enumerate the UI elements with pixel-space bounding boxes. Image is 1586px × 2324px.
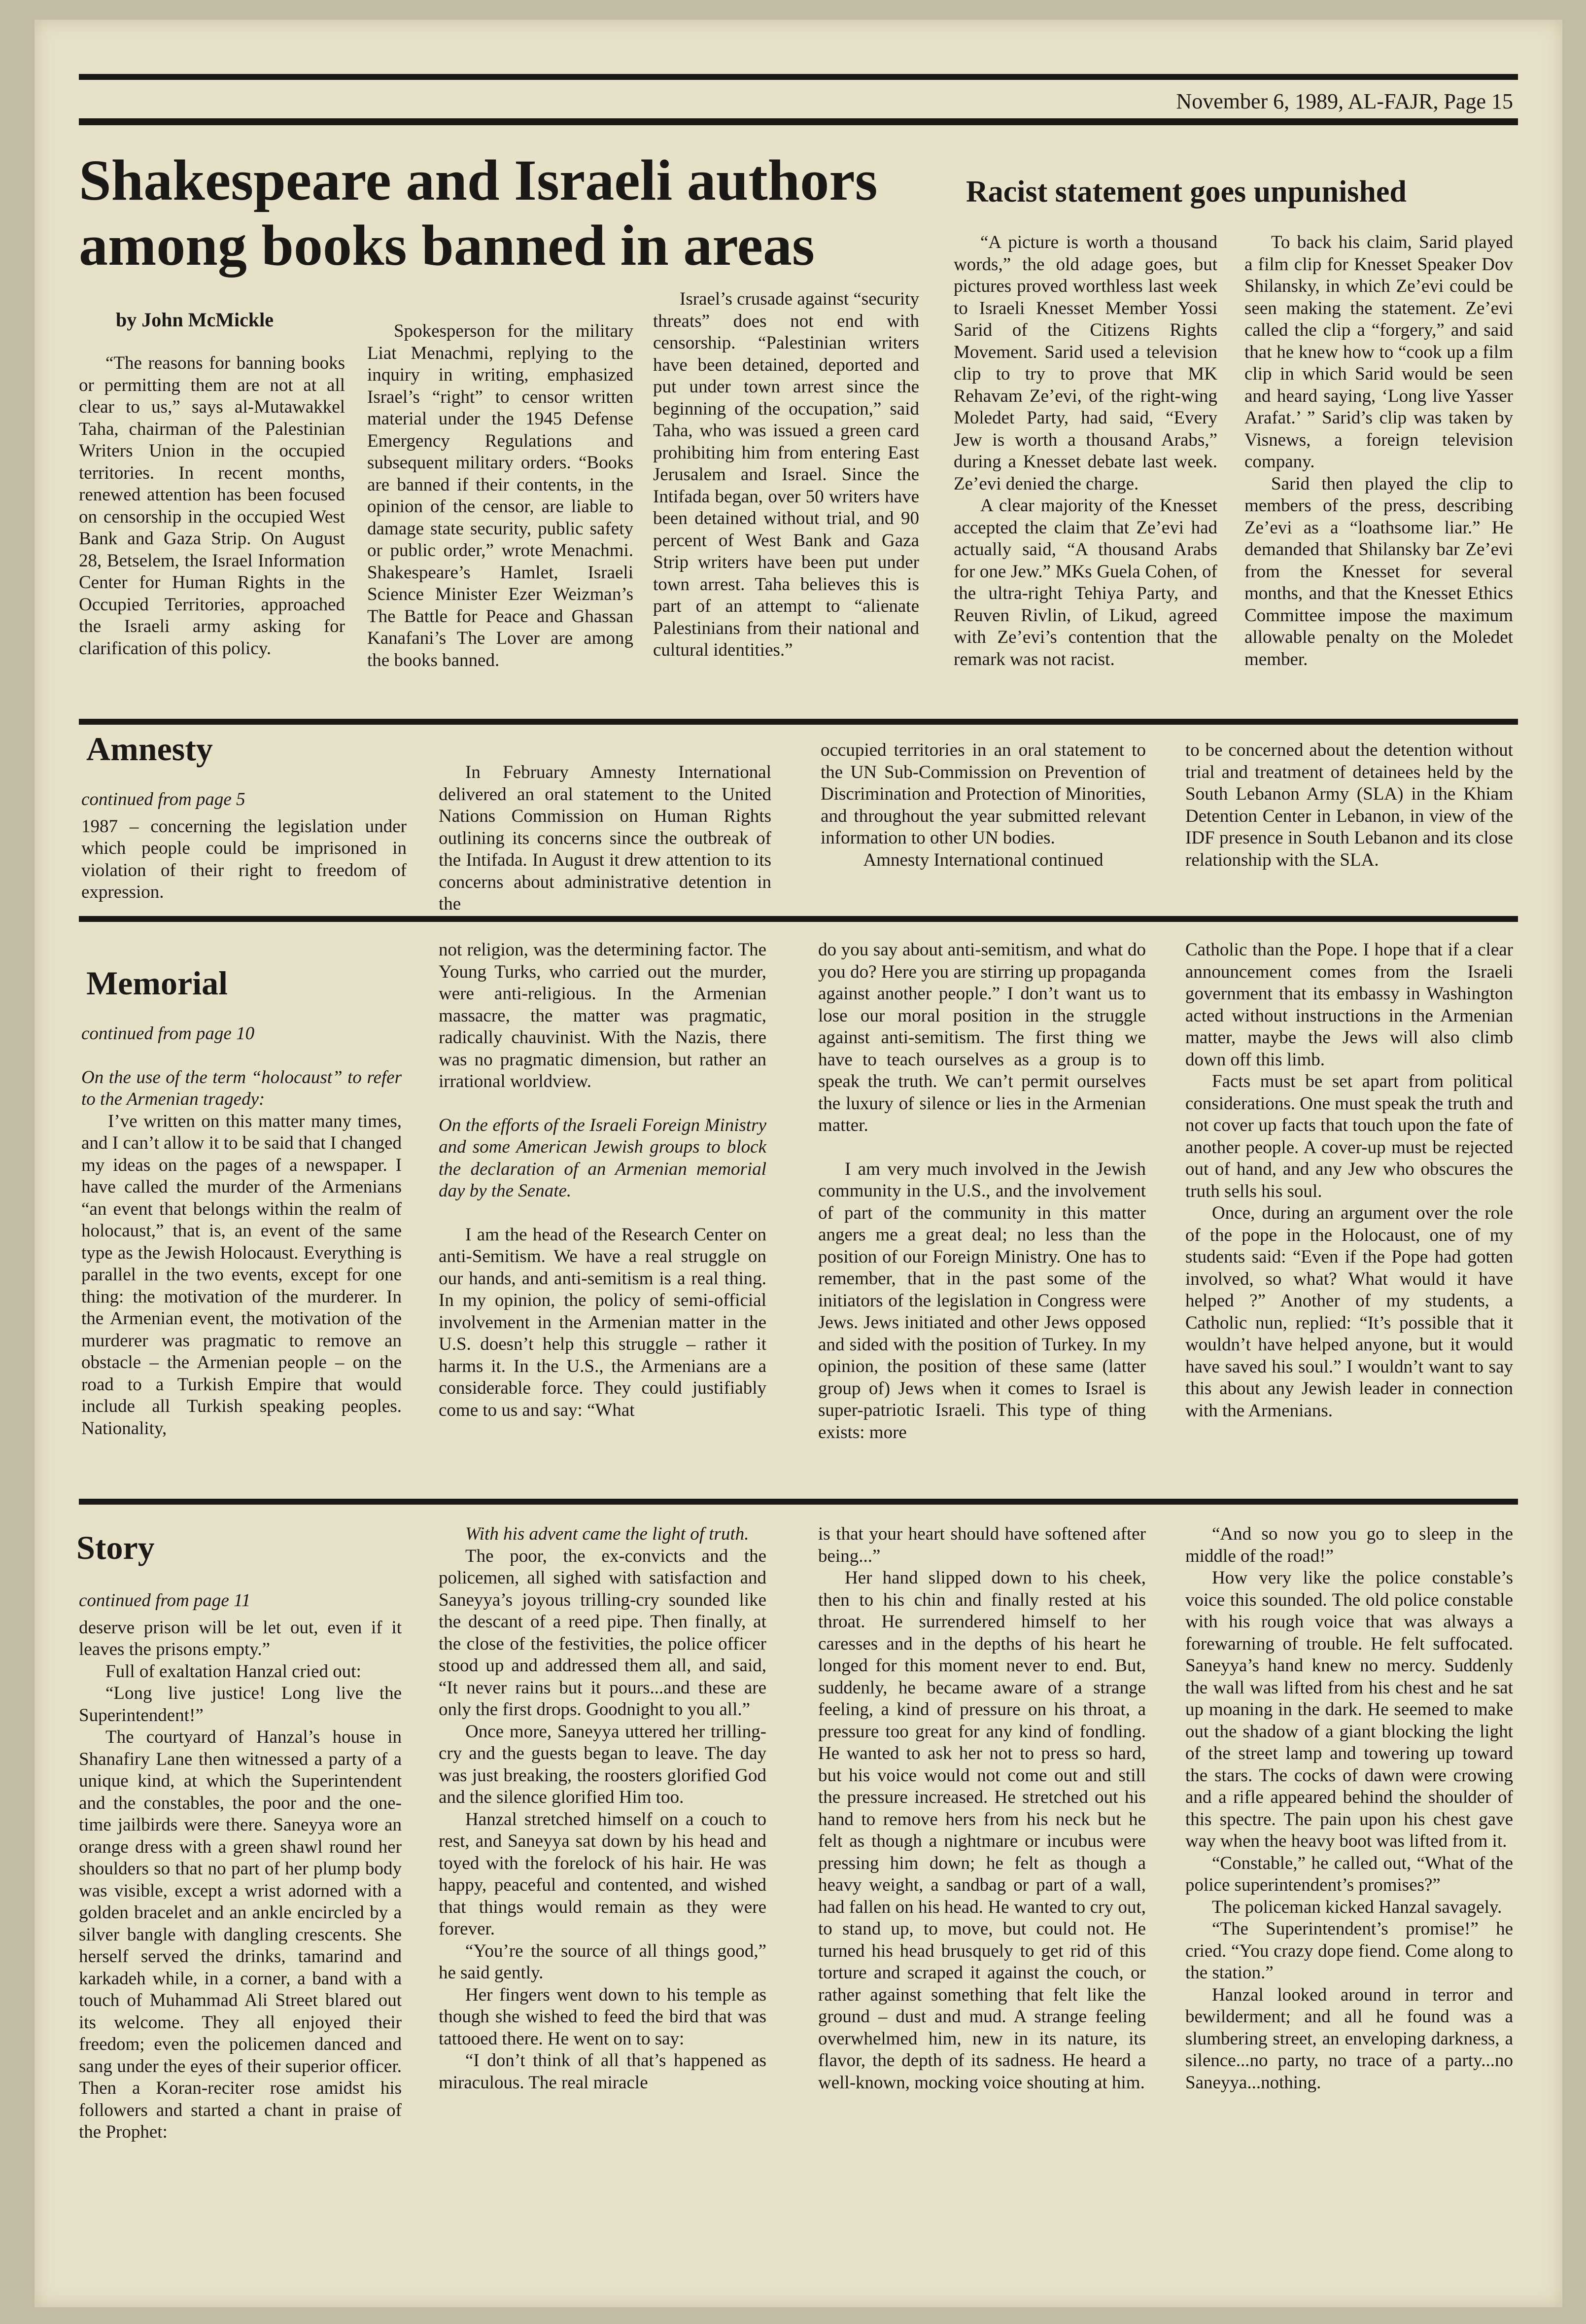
amnesty-column-3 <box>821 739 1146 902</box>
amnesty-column-1 <box>81 789 407 907</box>
amnesty-paragraph-tail: Amnesty International continued <box>863 849 1103 870</box>
amnesty-paragraph: to be concerned about the detention without trial and treatment of detainees held by the South Lebanon Army (SLA) in the Khiam Detention Center in Lebanon, in view of the IDF presence in South Lebanon and its close relationship with the SLA. <box>1185 740 1513 870</box>
racist-column-1 <box>954 232 1217 705</box>
story-paragraph: “And so now you go to sleep in the middle of the road!” <box>1185 1524 1513 1566</box>
racist-paragraph: A clear majority of the Knesset accepted the claim that Ze’evi had actually said, “A thousand Arabs for one Jew.” MKs Guela Cohen, of the ultra-right Tehiya Party, and Reuven Rivlin, of Likud, agreed with Ze’evi’s contention that the remark was not racist. <box>954 495 1217 669</box>
memorial-paragraph: I am the head of the Research Center on anti-Semitism. We have a real struggle on our hands, and anti-semitism is a real thing. In my opinion, the policy of semi-official involvement in the Armenian matter in the U.S. doesn’t help this struggle – rather it harms it. In the U.S., the Armenians are a considerable force. They could justifiably come to us and say: “What <box>439 1224 766 1420</box>
story-paragraph: How very like the police constable’s voice this sounded. The old police constable with his rough voice that was always a forewarning of trouble. He felt suffocated. Saneyya’s hand knew no mercy. Suddenly the wall was lifted from his chest and he sat up moaning in the dark. He seemed to make out the shadow of a giant blocking the light of the street lamp and towering up toward the stars. The cocks of dawn were crowing and a rifle appeared behind the shoulder of this spectre. The pain upon his chest gave way when the heavy boot was lifted from it. <box>1185 1568 1513 1851</box>
memorial-paragraph: Once, during an argument over the role of the pope in the Holocaust, one of my students said: “Even if the Pope had gotten involved, so what? What would it have helped ?” Another of my students, a Catholic nun, replied: “It’s possible that it wouldn’t have helped anyone, but it would have saved his soul.” I wouldn’t want to say this about any Jewish leader in connection with the Armenians. <box>1185 1203 1513 1421</box>
amnesty-rule <box>79 719 1518 725</box>
memorial-continued: continued from page 10 <box>81 1023 255 1044</box>
story-paragraph: “Long live justice! Long live the Superintendent!” <box>79 1683 402 1725</box>
story-paragraph: Her hand slipped down to his cheek, then to his chin and finally rested at his throat. He surrendered himself to her caresses and in the depths of his heart he longed for this moment never to end. But, suddenly, he became aware of a strange feeling, a kind of pressure on his throat, a pressure too great for any kind of fondling. He wanted to ask her not to press so hard, but his voice would not come out and still the pressure increased. He stretched out his hand to remove hers from his neck but he felt as though a nightmare or incubus were pressing him down; he felt as though a heavy weight, a sandbag or part of a wall, had fallen on his head. He wanted to cry out, to stand up, to move, but could not. He turned his head brusquely to get rid of this torture and scraped it against the couch, or rather against something that felt like the ground – dust and mud. A strange feeling overwhelmed him, new in its nature, its flavor, the depth of its sadness. He heard a well-known, mocking voice shouting at him. <box>818 1568 1146 2093</box>
lead-byline: by John McMickle <box>116 309 274 331</box>
masthead-rule-top <box>79 74 1518 80</box>
story-paragraph: The courtyard of Hanzal’s house in Shanafiry Lane then witnessed a party of a unique kind, at which the Superintendent and the constables, the poor and the one-time jailbirds were there. Saneyya wore an orange dress with a green shawl round her shoulders so that no part of her plump body was visible, except a wrist adorned with a golden bracelet and an ankle encircled by a silver bangle with dangling crescents. She herself served the drinks, tamarind and karkadeh while, in a corner, a band with a touch of Muhammad Ali Street blared out its welcome. They all enjoyed their freedom; even the policemen danced and sang under the eyes of their superior officer. Then a Koran-reciter rose amidst his followers and started a chant in praise of the Prophet: <box>79 1727 402 2142</box>
story-paragraph: The poor, the ex-convicts and the policemen, all sighed with satisfaction and Saneyya’s joyous trilling-cry sounded like the descant of a reed pipe. Then finally, at the close of the festivities, the police officer stood up and addressed them all, and said, “It never rains but it pours...and these are only the first drops. Goodnight to you all.” <box>439 1546 766 1720</box>
amnesty-paragraph: occupied territories in an oral statement to the UN Sub-Commission on Prevention of Discrimination and Protection of Minorities, and throughout the year submitted relevant information to other UN bodies. <box>821 740 1146 848</box>
memorial-paragraph: I am very much involved in the Jewish community in the U.S., and the involvement of part of the community in this matter angers me a great deal; no less than the position of our Foreign Ministry. One has to remember, that in the past some of the initiators of the legislation in Congress were Jews. Jews initiated and other Jews opposed and sided with the position of Turkey. In my opinion, the position of these same (latter group of) Jews when it comes to Israel is super-patriotic Israeli. This type of thing exists: more <box>818 1159 1146 1443</box>
story-paragraph: Hanzal stretched himself on a couch to rest, and Saneyya sat down by his head and toyed with the forelock of his hair. He was happy, peaceful and contented, and wished that things would remain as they were forever. <box>439 1809 766 1939</box>
lead-column-1 <box>79 352 345 707</box>
memorial-paragraph: not religion, was the determining factor. The Young Turks, who carried out the murder, were anti-religious. In the Armenian massacre, the matter was pragmatic, radically chauvinist. With the Nazis, there was no pragmatic dimension, but rather an irrational worldview. <box>439 940 766 1092</box>
lead-headline-line2: among books banned in areas <box>79 213 815 278</box>
story-column-3 <box>818 1523 1146 2263</box>
story-verse: With his advent came the light of truth. <box>465 1524 749 1544</box>
memorial-column-4 <box>1185 939 1513 1472</box>
racist-paragraph: “A picture is worth a thousand words,” the old adage goes, but pictures proved worthless last week to Israeli Knesset Member Yossi Sarid of the Citizens Rights Movement. Sarid used a television clip to try to prove that MK Rehavam Ze’evi, of the right-wing Moledet Party, had said, “Every Jew is worth a thousand Arabs,” during a Knesset debate last week. Ze’evi denied the charge. <box>954 232 1217 494</box>
story-heading: Story <box>76 1529 155 1566</box>
memorial-rule <box>79 916 1518 922</box>
amnesty-paragraph: In February Amnesty International delivered an oral statement to the United Nations Commission on Human Rights outlining its concerns since the outbreak of the Intifada. In August it drew attention to its concerns about administrative detention in the <box>439 762 771 914</box>
racist-paragraph: To back his claim, Sarid played a film clip for Knesset Speaker Dov Shilansky, in which Ze’evi could be seen making the statement. Ze’evi called the clip a “forgery,” and said that he knew how to “cook up a film clip in which Sarid would be seen and heard saying, ‘Long live Yasser Arafat.’ ” Sarid’s clip was taken by Visnews, a foreign television company. <box>1244 232 1513 472</box>
story-paragraph: Her fingers went down to his temple as though she wished to feed the bird that was tattooed there. He went on to say: <box>439 1984 766 2049</box>
memorial-column-3 <box>818 939 1146 1472</box>
memorial-column-1 <box>81 1023 402 1467</box>
memorial-question: On the efforts of the Israeli Foreign Ministry and some American Jewish groups to block the declaration of an Armenian memorial day by the Senate. <box>439 1115 766 1201</box>
amnesty-column-2 <box>439 762 771 914</box>
story-column-4 <box>1185 1523 1513 2263</box>
memorial-paragraph: Catholic than the Pope. I hope that if a clear announcement comes from the Israeli government that its embassy in Washington acted without instructions in the Armenian matter, maybe the Jews will also climb down off this limb. <box>1185 940 1513 1070</box>
amnesty-heading: Amnesty <box>86 730 213 768</box>
story-paragraph: “You’re the source of all things good,” he said gently. <box>439 1940 766 1983</box>
lead-paragraph: Israel’s crusade against “security threats” does not end with censorship. “Palestinian writers have been detained, deported and put under town arrest since the beginning of the occupation,” said Taha, who was issued a green card prohibiting him from entering East Jerusalem and Israel. Since the Intifada began, over 50 writers have been detained without trial, and 90 percent of West Bank and Gaza Strip writers have been put under town arrest. Taha believes this is part of an attempt to “alienate Palestinians from their national and cultural identities.” <box>653 289 919 660</box>
amnesty-column-4 <box>1185 739 1513 902</box>
masthead-rule-bottom <box>79 118 1518 125</box>
memorial-paragraph: Facts must be set apart from political considerations. One must speak the truth and not cover up facts that touch upon the fate of another people. A cover-up must be rejected out of hand, and any Jew who obscures the truth sells his soul. <box>1185 1071 1513 1201</box>
story-paragraph: deserve prison will be let out, even if it leaves the prisons empty.” <box>79 1617 402 1659</box>
lead-column-2 <box>367 320 633 710</box>
racist-paragraph: Sarid then played the clip to members of the press, describing Ze’evi as a “loathsome liar.” He demanded that Shilansky bar Ze’evi from the Knesset for several months, and that the Knesset Ethics Committee impose the maximum allowable penalty on the Moledet member. <box>1244 473 1513 669</box>
memorial-column-2 <box>439 939 766 1472</box>
dateline: November 6, 1989, AL-FAJR, Page 15 <box>1176 89 1513 113</box>
memorial-heading: Memorial <box>86 964 228 1002</box>
story-column-1 <box>79 1590 402 2270</box>
memorial-paragraph: I’ve written on this matter many times, and I can’t allow it to be said that I changed my ideas on the pages of a newspaper. I have called the murder of the Armenians “an event that belongs within the realm of holocaust,” that is, an event of the same type as the Jewish Holocaust. Everything is parallel in the two events, except for one thing: the motivation of the murderer. In the Armenian event, the motivation of the murderer was pragmatic to remove an obstacle – the Armenian people – on the road to a Turkish Empire that would include all Turkish speaking peoples. Nationality, <box>81 1111 402 1439</box>
story-rule <box>79 1499 1518 1505</box>
lead-headline <box>79 148 966 278</box>
story-paragraph: “The Superintendent’s promise!” he cried. “You crazy dope fiend. Come along to the station.” <box>1185 1919 1513 1983</box>
story-paragraph: Once more, Saneyya uttered her trilling-cry and the guests began to leave. The day was just breaking, the roosters glorified God and the silence glorified Him too. <box>439 1721 766 1807</box>
amnesty-paragraph: 1987 – concerning the legislation under which people could be imprisoned in violation of their right to freedom of expression. <box>81 816 407 902</box>
story-paragraph: “Constable,” he called out, “What of the police superintendent’s promises?” <box>1185 1853 1513 1895</box>
story-continued: continued from page 11 <box>79 1590 251 1611</box>
lead-paragraph: Spokesperson for the military Liat Menachmi, replying to the inquiry in writing, emphasized Israel’s “right” to censor written material under the 1945 Defense Emergency Regulations and subsequent military orders. “Books are banned if their contents, in the opinion of the censor, are liable to damage state security, public safety or public order,” wrote Menachmi. Shakespeare’s Hamlet, Israeli Science Minister Ezer Weizman’s The Battle for Peace and Ghassan Kanafani’s The Lover are among the books banned. <box>367 321 633 670</box>
memorial-paragraph: do you say about anti-semitism, and what do you do? Here you are stirring up propaganda against another people.” I don’t want us to lose our moral position in the struggle against anti-semitism. The first thing we have to teach ourselves as a group is to speak the truth. We can’t permit ourselves the luxury of silence or lies in the Armenian matter. <box>818 940 1146 1135</box>
lead-column-3 <box>653 288 919 707</box>
racist-column-2 <box>1244 232 1513 705</box>
amnesty-continued: continued from page 5 <box>81 789 245 810</box>
lead-headline-line1: Shakespeare and Israeli authors <box>79 148 878 212</box>
story-column-2 <box>439 1523 766 2273</box>
story-paragraph: Hanzal looked around in terror and bewilderment; and all he found was a slumbering street, an enveloping darkness, a silence...no party, no trace of a party...no Saneyya...nothing. <box>1185 1984 1513 2093</box>
memorial-question: On the use of the term “holocaust” to refer to the Armenian tragedy: <box>81 1067 402 1109</box>
story-paragraph: “I don’t think of all that’s happened as miraculous. The real miracle <box>439 2050 766 2093</box>
racist-headline: Racist statement goes unpunished <box>966 175 1407 209</box>
lead-paragraph: “The reasons for banning books or permitting them are not at all clear to us,” says al-Mutawakkel Taha, chairman of the Palestinian Writers Union in the occupied territories. In recent months, renewed attention has been focused on censorship in the occupied West Bank and Gaza Strip. On August 28, Betselem, the Israel Information Center for Human Rights in the Occupied Territories, approached the Israeli army asking for clarification of this policy. <box>79 353 345 659</box>
story-paragraph: The policeman kicked Hanzal savagely. <box>1212 1897 1502 1917</box>
story-paragraph: Full of exaltation Hanzal cried out: <box>105 1661 361 1682</box>
story-paragraph: is that your heart should have softened after being...” <box>818 1524 1146 1566</box>
